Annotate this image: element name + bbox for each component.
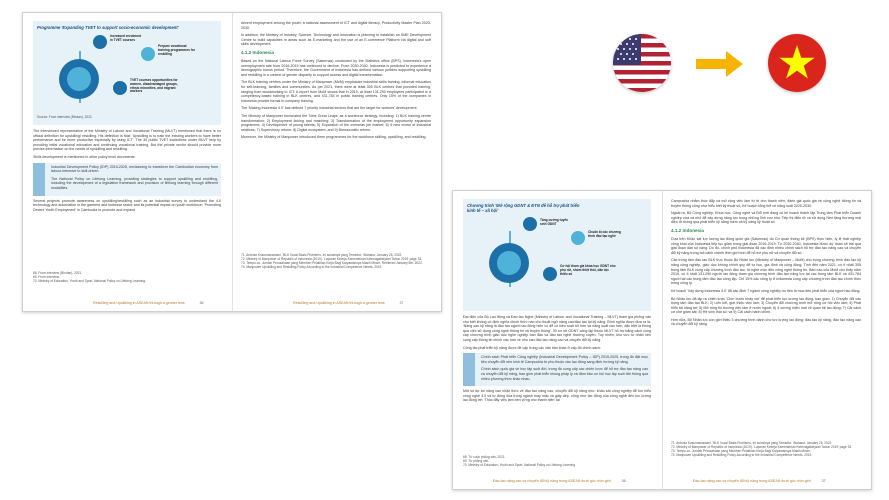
original-box-source: Source: From interview (Bhutan), 2021. xyxy=(37,115,93,119)
translated-diagram-node-3 xyxy=(543,267,557,281)
original-bullet-1: Industrial Development Policy (IDP) 2015-2025, envisioning to transform the Cambodian economy from labour-intensive to skill-driven. xyxy=(51,164,218,174)
original-right-page xyxy=(233,13,441,311)
right-arrow-icon xyxy=(696,50,744,78)
original-left-page xyxy=(23,13,232,311)
translated-diagram-node-2 xyxy=(571,231,585,245)
translated-left-footnotes: 68. Từ cuộc phỏng vấn, 2021. 69. Từ phỏng vấn. 70. Ministry of Education, Youth and Sport. National Policy on Lifelong Learning. xyxy=(463,455,576,467)
original-right-page-number: 37 xyxy=(399,301,404,305)
translated-document-spread xyxy=(452,190,872,490)
translated-box-title: Chương trình 'Mở rộng GDNT & ĐTN để hỗ trợ phát triển kinh tế – xã hội' xyxy=(467,203,580,213)
translated-diagram-node-1 xyxy=(523,217,537,231)
translated-right-para-6: Bộ Nhân lực đã lập ra chiến lược 'Chín bước nhảy vọt' để phát triển lực lượng lao động, bao gồm: 1) Chuyển đổi các trung tâm đào tạo BLK; 2) Liên kết, giới thiệu việc làm; 3) Chuyển đổi chương trình mở rộng cơ hội việc làm; 4) Phát triển tài năng trẻ; 5) Mở rộng thị trường việc làm ở nước ngoài; 6) 4 vương miện mới về quan hệ lao động; 7) Cải cách cơ chế giám sát; 8) Hệ sinh thái số; và 9) Cải cách hành chính. xyxy=(671,296,861,315)
original-left-footer-text: Reskilling and Upskilling in ASEAN through a gender lens xyxy=(93,301,185,305)
translated-right-page xyxy=(663,191,871,489)
original-right-footer xyxy=(293,301,404,305)
translated-left-page-number: 36 xyxy=(621,479,626,483)
translated-diagram-inner-circle xyxy=(497,251,521,275)
original-right-heading: 4.1.2 Indonesia xyxy=(241,49,274,55)
original-bubble-1: Increased enrolment in TVET courses xyxy=(110,34,142,42)
translated-left-footer xyxy=(493,479,626,483)
original-bullet-box xyxy=(33,163,221,196)
translated-right-para-3: Dựa trên Khảo sát lực lượng lao động quốc gia (Sakernas) do Cơ quan thống kê (BPS) thực hiện, tỷ lệ thất nghiệp công khai của Indonesia tiếp tục giảm trong giai đoạn 2016-2019. Từ 2030-2040, Indonesia được dự đoán sẽ trải qua giai đoạn dân số vàng. Do đó, chính phủ Indonesia đã xác định nhiều chính sách hỗ trợ đào tạo nâng cao và chuyển đổi kỹ năng trong bối cảnh chênh lệch giới tính để hỗ trợ phụ nữ và chuyển đổi số. xyxy=(671,236,861,255)
translated-bullet-accent xyxy=(463,353,475,386)
translated-left-page xyxy=(453,191,662,489)
translated-right-footer xyxy=(693,479,826,483)
original-left-para-3: Several projects promote awareness on upskilling/reskilling such as an industrial survey to understand the 4.0 technology and automation in the garment and footwear sector and its potential impact on youth workforce; 'Promoting Decent Youth Employment' in Cambodia to promote and expand xyxy=(33,198,221,212)
original-bullet-accent xyxy=(33,163,45,196)
translated-right-para-4: Các trung tâm đào tạo BLK trực thuộc Bộ Nhân lực (Ministry of Manpower – MoM) chú trọng chương trình đào tạo kỹ năng công nghiệp, giáo dục không chính quy để tự học, gia đình và cộng đồng. Tính đến năm 2021, có ít nhất 305 trung tâm BLK cung cấp chương trình đào tạo, từ nghề mộc đến công nghệ thông tin. Báo cáo của MoM cho thấy năm 2019, có ít nhất 131.290 người lao động tham gia chương trình đào tạo năng lực tại các trung tâm BLK và 431.784 người tại các trung tâm đào tạo công lập. Chỉ 15% các công ty ở Indonesia cung cấp chương trình đào tạo chính thức trong công ty. xyxy=(671,258,861,286)
translated-left-para-1: Đại diện của Bộ Lao động và Đào tạo Nghề (Ministry of Labour and Vocational Training – MLVT) tham gia phỏng vấn cho biết không có định nghĩa chính thức nào cho thuật ngữ nâng cao/đào tạo lại kỹ năng. Định nghĩa được đưa ra là: 'Nâng cao kỹ năng là đào tạo người lao động hiện có để có hiệu suất tốt hơn và năng suất cao hơn, đặc biệt là thông qua việc sử dụng công nghệ thông tin và truyền thông'. 30 cơ sở GDNT công lập thuộc MLVT hỗ trợ bằng cách cung cấp chương trình giáo dục nghề nghiệp ban đầu và đào tạo nghề thường xuyên. Tuy nhiên, khu vực tư nhân nên cung cấp thông tin chính xác hơn về nhu cầu đào tạo nâng cao và chuyển đổi kỹ năng. xyxy=(463,315,651,342)
original-right-para-6: The Ministry of Manpower formulated the 'Nine Great Leaps' as a workforce strategy, including: 1) BLK training centre transformation; 2) Employment linking and matching; 3) Transformation of the employment opportunity expansion programme; 4) Development of young talents; 5) Expansion of the overseas job market; 6) 4 new crown of industrial relations; 7) Supervisory reform; 8) Digital ecosystem; and 9) Bureaucratic reform. xyxy=(241,113,431,132)
original-left-footer xyxy=(93,301,204,305)
translated-right-heading: 4.1.2 Indonesia xyxy=(671,227,704,233)
original-left-page-number: 36 xyxy=(199,301,204,305)
translated-left-para-2: Công tác phát triển kỹ năng được đề cập trong các văn bản khác ở cấp độ chính sách: xyxy=(463,345,601,350)
translated-bubble-3: Cơ hội tham gia khóa học GDNT cho phụ nữ, nhóm thiệt thòi, dân tộc thiểu số xyxy=(560,264,616,276)
translated-bullet-1: Chính sách Phát triển Công nghiệp (Industrial Development Policy – IDP) 2015-2025, trong đó đặt mục tiêu chuyển đổi nền kinh tế Campuchia từ phụ thuộc vào lao động sang định hướng kỹ năng. xyxy=(481,355,648,364)
original-box-title: Programme 'Expanding TVET to support socio-economic development' xyxy=(37,25,179,30)
us-flag-icon xyxy=(613,34,671,92)
original-right-para-4: The BLK training centres under the Ministry of Manpower (MoM) emphasize industrial skills training, informal education for self-learning, families and communities. As per 2021, there were at least 305 BLK centres that provided training, ranging from woodworking to ICT. A report from MoM shows that in 2019, at least 131,290 employees participated in a competency-based training in BLK centres, and 431,784 in public training centres. Only 15% of the companies in Indonesia provide formal in-company training. xyxy=(241,80,431,103)
original-right-para-7: Moreover, the Ministry of Manpower introduced three programmes for the workforce skilling, upskilling, and reskilling. xyxy=(241,135,427,140)
original-diagram-inner-circle xyxy=(67,67,91,91)
original-right-para-2: In addition, the Ministry of Industry, Science, Technology and Innovation is planning to establish an SME Development Centre to build capacities in areas such as E-marketing and the use of an E-commerce Platform via digital and soft skills development. xyxy=(241,33,431,47)
translated-right-footnotes: 71. Antonia Kusumawardani. 'BLK Vocal Basis Problems, Ini solusinya yang Tersedia'. Wahana, January 26, 2022. 72. Ministry of Manpower of Republic of Indonesia (2019). 'Laporan Kinerja Kementerian Ketenagakerjaan Tahun 2019' page 33. 73. Tempo.co. Jumlah Perusahaan yang Memberi Pelatihan Kerja Bagi Karyawannya Masih Minim. 74. Manpower Upskilling and Reskilling Policy According to the Industrial Competence Needs, 2019. xyxy=(671,441,853,457)
translated-bubble-1: Tăng cường tuyển sinh GDNT xyxy=(540,218,569,226)
translated-left-footer-text: Đào tạo nâng cao và chuyển đổi kỹ năng trong ASEAN dưới góc nhìn giới xyxy=(493,479,611,483)
original-diagram-node-3 xyxy=(113,81,127,95)
original-diagram-node-2 xyxy=(141,47,155,61)
vietnam-flag-icon xyxy=(768,34,826,92)
translated-right-para-7: Hơn nữa, Bộ Nhân lực còn giới thiệu 3 chương trình dành cho lực lượng lao động: đào tạo kỹ năng, đào tạo nâng cao và chuyển đổi kỹ năng. xyxy=(671,317,861,327)
original-left-footnotes: 68. From interview (Bhutan), 2021. 69. From interview. 70. Ministry of Education, Youth and Sport. National Policy on Lifelong Learning. xyxy=(33,271,146,283)
translated-bullet-2: Chính sách quốc gia về học tập suốt đời, trong đó cung cấp các chiến lược để hỗ trợ đào tạo nâng cao và chuyển đổi kỹ năng, bao gồm phát triển khung pháp lý và đảm bảo cơ hội học tập suốt đời thông qua nhiều phương thức khác nhau. xyxy=(481,367,648,381)
original-bubble-3: TVET courses opportunities for women, disadvantaged groups, ethnic minorities, and migrant workers xyxy=(130,78,178,94)
original-left-para-1: The interviewed representative of the Ministry of Labour and Vocational Training (MLVT) mentioned that there is no official definition for upskilling/ reskilling. His definition is that: 'Upskilling is to train the existing workers to have better performance and be more productive especially by using ICT'. The 30 public TVET institutions under MLVT help by providing initial vocational education and continuing vocational training. But the private sector should provide more precise information on the needs of upskilling and reskilling. xyxy=(33,129,221,152)
translated-right-para-5: Kế hoạch 'Xây dựng Indonesia 4.0' đã xác định 7 ngành công nghiệp ưu tiên là mục tiêu phát triển của người lao động. xyxy=(671,288,861,293)
translated-programme-box xyxy=(463,199,651,311)
translated-bullet-box xyxy=(463,353,651,386)
translated-right-page-number: 37 xyxy=(821,479,826,483)
original-left-para-2: Skills development is mentioned in other policy level documents: xyxy=(33,154,136,159)
original-right-footnotes: 71. Antonia Kusumawardani. 'BLK Vocal Basis Problems, Ini solusinya yang Tersedia'. Wahana, January 26, 2022. 72. Ministry of Manpower of Republic of Indonesia (2019). 'Laporan Kinerja Kementerian Ketenagakerjaan Tahun 2019' page 33. 73. Tempo.co. Jumlah Perusahaan yang Memberi Pelatihan Kerja Bagi Karyawannya Masih Minim. Retrieved January 5th, 2022. 74. Manpower Upskilling and Reskilling Policy According to the Industrial Competence Needs, 2019. xyxy=(241,253,423,269)
translated-right-para-2: Ngoài ra, Bộ Công nghiệp, Khoa học, Công nghệ và Đổi mới đang có kế hoạch thành lập Trung tâm Phát triển Doanh nghiệp vừa và nhỏ để xây dựng năng lực trong những lĩnh vực như Tiếp thị điện tử và sử dụng Nền tảng thương mại điện tử thông qua phát triển kỹ năng mềm và kỹ năng kỹ thuật số. xyxy=(671,211,861,225)
original-bubble-2: Prepare vocational training programmes for reskilling xyxy=(158,44,196,56)
original-bullet-2: The National Policy on Lifelong Learning, providing strategies to support upskilling and reskilling, including the development of a legislative framework and provision of lifelong learning through different modalities. xyxy=(51,176,218,190)
original-diagram-node-1 xyxy=(93,35,107,49)
original-right-para-1: decent employment among the youth; a national assessment of ICT and digital literacy, Productivity Master Plan 2020-2030. xyxy=(241,21,431,30)
translated-right-footer-text: Đào tạo nâng cao và chuyển đổi kỹ năng trong ASEAN dưới góc nhìn giới xyxy=(693,479,811,483)
translated-bubble-2: Chuẩn bị các chương trình đào tạo nghề xyxy=(588,230,621,238)
original-right-para-3: Based on the National Labour Force Survey (Sakernas) conducted by the Statistics office (BPS), Indonesia's open unemployment rate from 2016-2019 has continued to decline. From 2030-2040, Indonesia is predicted to experience a demographic bonus period. Therefore, the Government of Indonesia has defined various policies supporting upskilling and reskilling in a context of gender disparity to support access and digital transformation. xyxy=(241,58,431,77)
translated-left-para-3: Một số dự án nâng cao nhận thức về đào tạo nâng cao, chuyển đổi kỹ năng như: khảo sát công nghiệp để tìm hiểu công nghệ 4.0 và tự động hóa trong ngành may mặc và giày dép, cũng như tác động của công nghệ đến lực lượng lao động trẻ; 'Thúc đẩy việc làm bền vững cho thanh niên' tại xyxy=(463,389,651,403)
translated-right-para-1: Campuchia nhằm thúc đẩy và mở rộng việc làm từ tế cho thanh niên; đánh giá quốc gia về công nghệ thông tin và truyền thông cũng như hiểu biết kỹ thuật số, Kế hoạch tổng thể về năng suất 2020-2030. xyxy=(671,199,861,208)
original-programme-box xyxy=(33,21,221,125)
original-document-spread xyxy=(22,12,442,312)
original-right-footer-text: Reskilling and Upskilling in ASEAN through a gender lens xyxy=(293,301,385,305)
original-right-para-5: The 'Making Indonesia 4.0' has defined 7 priority industrial sectors that are the target for workers' development. xyxy=(241,106,418,111)
